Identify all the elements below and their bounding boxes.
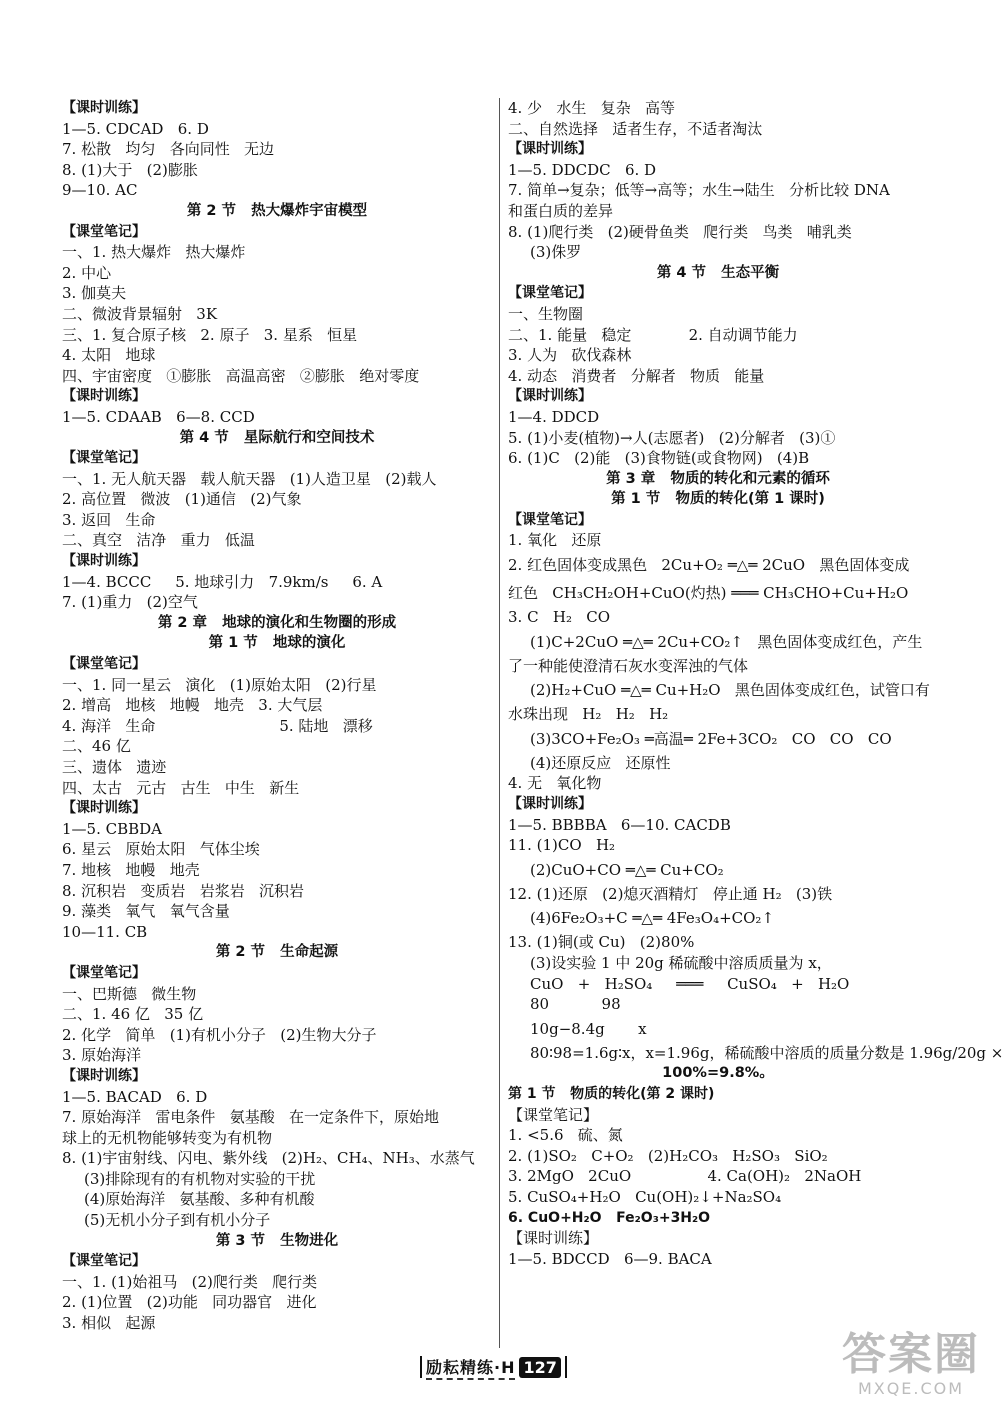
answer-line: 6. 星云 原始太阳 气体尘埃 <box>62 840 260 859</box>
answer-line: 3. 2MgO 2CuO 4. Ca(OH)₂ 2NaOH <box>508 1167 862 1186</box>
answer-line: 1—5. CBBDA <box>62 819 163 838</box>
answer-line: (4)6Fe₂O₃+C ═△═ 4Fe₃O₄+CO₂↑ <box>530 909 775 928</box>
answer-line: 13. (1)铜(或 Cu) (2)80% <box>508 933 695 952</box>
watermark-url: MXQE.COM <box>857 1379 965 1398</box>
answer-line: 【课堂笔记】 <box>508 1105 599 1124</box>
answer-line: 80∶98=1.6g∶x，x=1.96g，稀硫酸中溶质的质量分数是 1.96g/20g × <box>530 1043 1003 1062</box>
answer-line: 三、遗体 遗迹 <box>62 758 167 776</box>
answer-line: 1. <5.6 硫、氮 <box>508 1126 623 1145</box>
answer-line: 5. (1)小麦(植物)→人(志愿者) (2)分解者 (3)① <box>508 428 836 447</box>
answer-line: 一、1. (1)始祖马 (2)爬行类 爬行类 <box>62 1272 318 1291</box>
section-heading: 第 4 节 生态平衡 <box>656 264 780 281</box>
answer-line: 三、1. 复合原子核 2. 原子 3. 星系 恒星 <box>62 325 358 344</box>
answer-line: (2)H₂+CuO ═△═ Cu+H₂O 黑色固体变成红色，试管口有 <box>530 681 930 700</box>
section-heading: 第 2 节 生命起源 <box>215 944 339 961</box>
answer-line: 2. 高位置 微波 (1)通信 (2)气象 <box>62 490 302 509</box>
answer-line: (3)侏罗 <box>530 243 582 262</box>
answer-line: 3. 相似 起源 <box>62 1314 156 1333</box>
answer-line: (2)CuO+CO ═△═ Cu+CO₂ <box>530 860 724 879</box>
section-heading: 第 1 节 地球的演化 <box>208 635 346 652</box>
answer-line: 6. (1)C (2)能 (3)食物链(或食物网) (4)B <box>508 449 810 468</box>
answer-line: 7. 松散 均匀 各向同性 无边 <box>62 140 274 159</box>
page-number: 127 <box>519 1357 560 1378</box>
subsection-label: 【课时训练】 <box>62 800 146 817</box>
answer-line: (3)排除现有的有机物对实验的干扰 <box>84 1169 316 1188</box>
answer-line: 8. 沉积岩 变质岩 岩浆岩 沉积岩 <box>62 881 304 900</box>
answer-line: 3. 返回 生命 <box>62 510 156 529</box>
answer-line: 1. 氧化 还原 <box>508 531 602 550</box>
section-heading: 第 4 节 星际航行和空间技术 <box>179 429 375 446</box>
answer-line: 4. 少 水生 复杂 高等 <box>508 99 675 117</box>
answer-line: (4)还原反应 还原性 <box>530 753 671 772</box>
answer-line: 四、宇宙密度 ①膨胀 高温高密 ②膨胀 绝对零度 <box>62 366 420 385</box>
answer-line: 1—5. CDAAB 6—8. CCD <box>62 407 255 426</box>
answer-line: 2. 增高 地核 地幔 地壳 3. 大气层 <box>62 696 323 715</box>
column-divider <box>499 98 500 1348</box>
answer-line: 3. 伽莫夫 <box>62 284 127 303</box>
answer-line: 红色 CH₃CH₂OH+CuO(灼热) ═══ CH₃CHO+Cu+H₂O <box>508 584 909 603</box>
answer-line: 1—5. BBBBA 6—10. CACDB <box>508 815 731 834</box>
answer-line: 12. (1)还原 (2)熄灭酒精灯 停止通 H₂ (3)铁 <box>508 884 833 903</box>
subsection-label: 【课堂笔记】 <box>508 285 592 302</box>
answer-line: 8. (1)宇宙射线、闪电、紫外线 (2)H₂、CH₄、NH₃、水蒸气 <box>62 1149 475 1168</box>
answer-line: 一、1. 同一星云 演化 (1)原始太阳 (2)行星 <box>62 675 377 694</box>
answer-line: 四、太古 元古 古生 中生 新生 <box>62 778 300 797</box>
answer-line: 1—4. BCCC 5. 地球引力 7.9km/s 6. A <box>62 572 383 591</box>
answer-line: (4)原始海洋 氨基酸、多种有机酸 <box>84 1190 315 1209</box>
answer-line: 1—5. BACAD 6. D <box>62 1087 208 1106</box>
answer-line: 4. 海洋 生命 5. 陆地 漂移 <box>62 716 373 735</box>
subsection-label: 【课堂笔记】 <box>62 964 146 981</box>
answer-line: 球上的无机物能够转变为有机物 <box>62 1128 273 1147</box>
footer-brand: 励耘精练·H <box>426 1355 515 1380</box>
answer-line: 2. (1)SO₂ C+O₂ (2)H₂CO₃ H₂SO₃ SiO₂ <box>508 1146 828 1165</box>
answer-line: 4. 无 氧化物 <box>508 774 602 793</box>
subsection-label: 【课时训练】 <box>508 796 592 813</box>
answer-line: 7. 地核 地幔 地壳 <box>62 860 200 879</box>
answer-line: 和蛋白质的差异 <box>508 201 614 220</box>
subsection-label: 【课堂笔记】 <box>508 511 592 528</box>
answer-line: (5)无机小分子到有机小分子 <box>84 1211 271 1230</box>
answer-line: 7. 原始海洋 雷电条件 氨基酸 在一定条件下，原始地 <box>62 1108 439 1127</box>
answer-line: (1)C+2CuO ═△═ 2Cu+CO₂↑ 黑色固体变成红色，产生 <box>530 632 923 651</box>
section-heading: 第 2 章 地球的演化和生物圈的形成 <box>157 614 397 631</box>
section-heading: 第 1 节 物质的转化(第 1 课时) <box>611 491 825 508</box>
answer-line: CuO + H₂SO₄ ═══ CuSO₄ + H₂O <box>530 974 850 993</box>
footer-bar-left <box>420 1356 422 1378</box>
answer-line: 一、巴斯德 微生物 <box>62 984 197 1003</box>
answer-line: 1—5. CDCAD 6. D <box>62 119 209 138</box>
page-footer <box>420 1352 567 1382</box>
subsection-label: 【课时训练】 <box>62 100 146 116</box>
answer-line: 水珠出现 H₂ H₂ H₂ <box>508 705 669 724</box>
answer-line: 3. 原始海洋 <box>62 1046 142 1065</box>
subsection-label: 第 1 节 物质的转化(第 2 课时) <box>508 1085 715 1102</box>
subsection-label: 【课堂笔记】 <box>62 656 146 673</box>
answer-line: 8. (1)大于 (2)膨胀 <box>62 160 198 179</box>
answer-line: 10—11. CB <box>62 922 148 941</box>
answer-line: 9. 藻类 氧气 氧气含量 <box>62 902 230 921</box>
answer-line: 了一种能使澄清石灰水变浑浊的气体 <box>508 656 749 675</box>
answer-line: 10g−8.4g x <box>530 1019 647 1038</box>
watermark-text: 答案圈 <box>842 1329 980 1380</box>
footer-bar-right <box>565 1356 567 1378</box>
subsection-label: 【课堂笔记】 <box>62 223 146 240</box>
answer-line: 4. 动态 消费者 分解者 物质 能量 <box>508 366 765 385</box>
answer-line: 二、微波背景辐射 3K <box>62 304 218 323</box>
answer-line: 2. 中心 <box>62 263 112 282</box>
answer-line: 二、真空 洁净 重力 低温 <box>62 531 255 550</box>
answer-line: 2. 红色固体变成黑色 2Cu+O₂ ═△═ 2CuO 黑色固体变成 <box>508 556 910 575</box>
answer-line: 一、1. 热大爆炸 热大爆炸 <box>62 243 246 262</box>
subsection-label: 【课时训练】 <box>62 388 146 405</box>
subsection-label: 【课堂笔记】 <box>62 1253 146 1270</box>
left-column <box>62 98 492 1334</box>
answer-line: 2. 化学 简单 (1)有机小分子 (2)生物大分子 <box>62 1025 377 1044</box>
answer-line: 二、46 亿 <box>62 737 131 756</box>
watermark <box>842 1331 980 1398</box>
section-heading: 100%=9.8%。 <box>662 1065 774 1082</box>
subsection-label: 【课堂笔记】 <box>62 450 146 467</box>
answer-line: 一、1. 无人航天器 载人航天器 (1)人造卫星 (2)载人 <box>62 469 437 488</box>
right-column <box>508 98 1003 1269</box>
answer-line: 一、生物圈 <box>508 304 584 323</box>
answer-line: 9—10. AC <box>62 181 138 200</box>
subsection-label: 【课时训练】 <box>62 553 146 570</box>
section-heading: 第 3 节 生物进化 <box>215 1232 339 1249</box>
answer-line: 80 98 <box>530 995 621 1014</box>
answer-line: 3. 人为 砍伐森林 <box>508 346 632 365</box>
section-heading: 第 2 节 热大爆炸宇宙模型 <box>186 202 368 219</box>
subsection-label: 【课时训练】 <box>62 1067 146 1084</box>
answer-line: 7. (1)重力 (2)空气 <box>62 593 198 612</box>
answer-line: 11. (1)CO H₂ <box>508 836 616 855</box>
answer-line: 二、1. 能量 稳定 2. 自动调节能力 <box>508 325 798 344</box>
answer-line: (3)设实验 1 中 20g 稀硫酸中溶质质量为 x， <box>530 954 832 972</box>
answer-line: 3. C H₂ CO <box>508 608 611 627</box>
answer-line: 8. (1)爬行类 (2)硬骨鱼类 爬行类 鸟类 哺乳类 <box>508 222 852 241</box>
answer-line: (3)3CO+Fe₂O₃ ═高温═ 2Fe+3CO₂ CO CO CO <box>530 729 892 748</box>
answer-line: 二、自然选择 适者生存，不适者淘汰 <box>508 119 763 138</box>
subsection-label: 【课时训练】 <box>508 141 592 158</box>
answer-line: 1—5. DDCDC 6. D <box>508 160 657 179</box>
answer-line: 【课时训练】 <box>508 1229 599 1248</box>
section-heading: 第 3 章 物质的转化和元素的循环 <box>606 470 830 487</box>
answer-line: 1—5. BDCCD 6—9. BACA <box>508 1249 712 1268</box>
answer-line: 5. CuSO₄+H₂O Cu(OH)₂↓+Na₂SO₄ <box>508 1187 782 1206</box>
subsection-label: 6. CuO+H₂O Fe₂O₃+3H₂O <box>508 1209 711 1226</box>
answer-line: 7. 简单→复杂；低等→高等；水生→陆生 分析比较 DNA <box>508 181 890 200</box>
answer-line: 2. (1)位置 (2)功能 同功器官 进化 <box>62 1293 317 1312</box>
answer-line: 1—4. DDCD <box>508 407 600 426</box>
subsection-label: 【课时训练】 <box>508 388 592 405</box>
answer-line: 二、1. 46 亿 35 亿 <box>62 1005 204 1024</box>
answer-line: 4. 太阳 地球 <box>62 346 156 365</box>
